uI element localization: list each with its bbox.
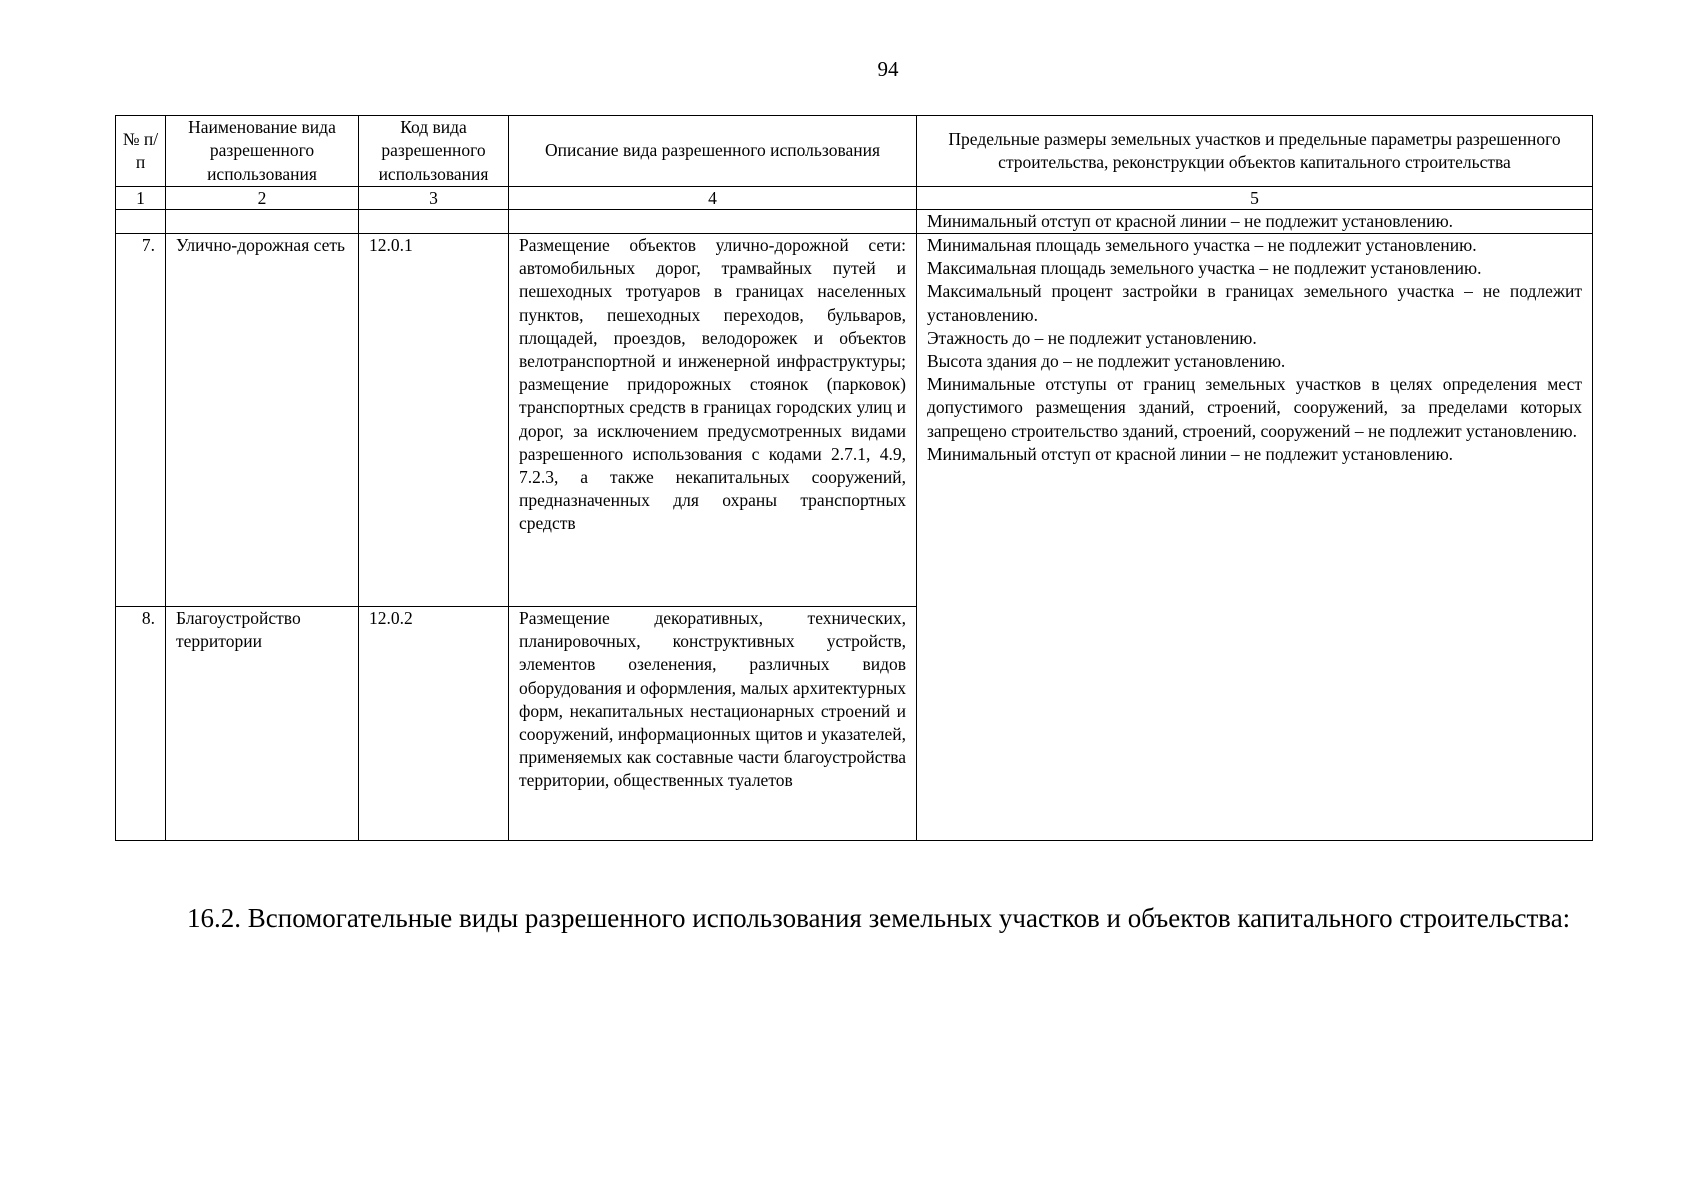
use-description: Размещение объектов улично-дорожной сети: автомобильных дорог, трамвайных путей и пешеходных тротуаров в границах населенных пунктов, пешеходных переходов, бульваров, площадей, проездов, велодорожек и объектов велотранспортной и инженерной инфраструктуры; размещение придорожных стоянок (парковок) транспортных средств в границах городских улиц и дорог, за исключением предусмотренных видами разрешенного использования с кодами 2.7.1, 4.9, 7.2.3, а также некапитальных сооружений, предназначенных для охраны транспортных средств: [509, 234, 917, 607]
parameter-line: Минимальные отступы от границ земельных участков в целях определения мест допустимого размещения зданий, строений, сооружений, за пределами которых запрещено строительство зданий, строений, сооружений – не подлежит установлению.: [927, 374, 1582, 441]
parameters-cell: [917, 234, 1593, 841]
use-description: Размещение декоративных, технических, планировочных, конструктивных устройств, элементов озеленения, различных видов оборудования и оформления, малых архитектурных форм, некапитальных нестационарных строений и сооружений, информационных щитов и указателей, применяемых как составные части благоустройства территории, общественных туалетов: [509, 607, 917, 841]
header-use-code: Код вида разрешенного использования: [359, 116, 509, 187]
page-number: 94: [877, 57, 899, 81]
parameter-line: Максимальная площадь земельного участка – не подлежит установлению.: [927, 258, 1482, 279]
column-number: 5: [917, 187, 1593, 210]
use-name: Улично-дорожная сеть: [166, 234, 359, 607]
column-number-row: [116, 187, 1593, 210]
table-row: [116, 234, 1593, 607]
row-number: 8.: [116, 607, 166, 841]
section-heading-paragraph: 16.2. Вспомогательные виды разрешенного использования земельных участков и объектов капитального строительства:: [187, 903, 1571, 933]
use-code: 12.0.2: [359, 607, 509, 841]
permitted-use-table: [115, 115, 1593, 841]
parameter-line: Минимальный отступ от красной линии – не подлежит установлению.: [927, 443, 1454, 464]
continuation-text: Минимальный отступ от красной линии – не подлежит установлению.: [917, 210, 1593, 234]
parameter-line: Минимальная площадь земельного участка – не подлежит установлению.: [927, 235, 1477, 255]
parameter-line: Максимальный процент застройки в границах земельного участка – не подлежит установлению.: [927, 281, 1582, 325]
column-number: 1: [116, 187, 166, 210]
empty-cell: [509, 210, 917, 234]
empty-cell: [116, 210, 166, 234]
continuation-row: [116, 210, 1593, 234]
empty-cell: [166, 210, 359, 234]
use-code: 12.0.1: [359, 234, 509, 607]
row-number: 7.: [116, 234, 166, 607]
empty-cell: [359, 210, 509, 234]
parameter-line: Высота здания до – не подлежит установлению.: [927, 351, 1286, 372]
column-number: 3: [359, 187, 509, 210]
header-use-description: Описание вида разрешенного использования: [509, 116, 917, 187]
column-number: 4: [509, 187, 917, 210]
header-parameters: Предельные размеры земельных участков и предельные параметры разрешенного строительства, реконструкции объектов капитального строительства: [917, 116, 1593, 187]
header-number: № п/п: [116, 116, 166, 187]
header-use-name: Наименование вида разрешенного использования: [166, 116, 359, 187]
column-number: 2: [166, 187, 359, 210]
use-name: Благоустройство территории: [166, 607, 359, 841]
table-header-row: [116, 116, 1593, 187]
parameter-line: Этажность до – не подлежит установлению.: [927, 327, 1257, 348]
